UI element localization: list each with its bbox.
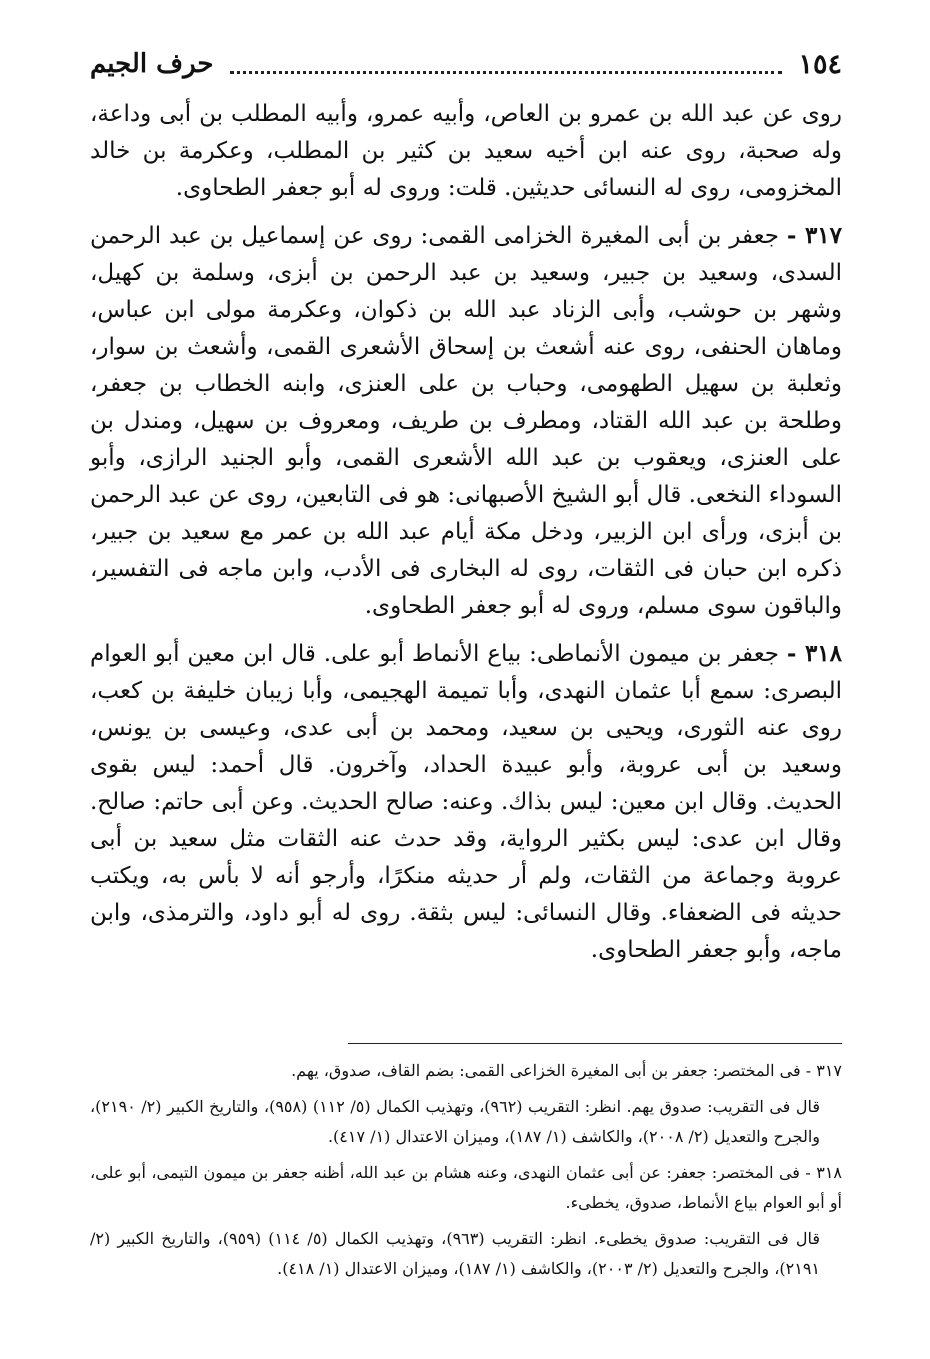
footnote-318-references: قال فى التقريب: صدوق يخطىء. انظر: التقريب (٩٦٣)، وتهذيب الكمال (٥/ ١١٤) (٩٥٩)، والتاريخ الكبير (٢/ ٢١٩١)، والجرح والتعديل (٢/ ٢٠٠٣)، والكاشف (١/ ١٨٧)، وميزان الاعتدال (١/ ٤١٨).: [90, 1229, 820, 1278]
main-text: [90, 96, 842, 979]
continuation-paragraph: روى عن عبد الله بن عمرو بن العاص، وأبيه عمرو، وأبيه المطلب بن أبى وداعة، وله صحبة، روى عنه ابن أخيه سعيد بن كثير بن المطلب، وعكرمة بن خالد المخزومى، روى له النسائى حديثين. قلت: وروى له أبو جعفر الطحاوى.: [90, 101, 842, 201]
entry-text: جعفر بن ميمون الأنماطى: بياع الأنماط أبو على. قال ابن معين أبو العوام البصرى: سمع أبا عثمان النهدى، وأبا تميمة الهجيمى، وأبا زيبان خليفة بن كعب، روى عنه الثورى، ويحيى بن سعيد، ومحمد بن أبى عدى، وعيسى بن يونس، وسعيد بن أبى عروبة، وأبو عبيدة الحداد، وآخرون. قال أحمد: ليس بقوى الحديث. وقال ابن معين: ليس بذاك. وعنه: صالح الحديث. وعن أبى حاتم: صالح. وقال ابن عدى: ليس بكثير الرواية، وقد حدث عنه الثقات مثل سعيد بن أبى عروبة وجماعة من الثقات، ولم أر حديثه منكرًا، وأرجو أنه لا بأس به، ويكتب حديثه فى الضعفاء. وقال النسائى: ليس بثقة. روى له أبو داود، والترمذى، وابن ماجه، وأبو جعفر الطحاوى.: [90, 641, 842, 963]
entry-number: ٣١٧ -: [786, 222, 842, 249]
footnote-318-summary: ٣١٨ - فى المختصر: جعفر: عن أبى عثمان النهدى، وعنه هشام بن عبد الله، أظنه جعفر بن ميمون التيمى، أبو على، أو أبو العوام بياع الأنماط، صدوق، يخطىء.: [90, 1163, 842, 1212]
dotted-leader: [230, 71, 783, 74]
entry-text: جعفر بن أبى المغيرة الخزامى القمى: روى عن إسماعيل بن عبد الرحمن السدى، وسعيد بن جبير، وسعيد بن عبد الرحمن بن أبزى، وسلمة بن كهيل، وشهر بن حوشب، وأبى الزناد عبد الله بن ذكوان، وعكرمة مولى ابن عباس، وماهان الحنفى، روى عنه أشعث بن إسحاق الأشعرى القمى، وأشعث بن سوار، وثعلبة بن سهيل الطهومى، وحباب بن على العنزى، وابنه الخطاب بن جعفر، وطلحة بن عبد الله القتاد، ومطرف بن طريف، ومعروف بن سهيل، ومندل بن على العنزى، ويعقوب بن عبد الله الأشعرى القمى، وأبو الجنيد الرازى، وأبو السوداء النخعى. قال أبو الشيخ الأصبهانى: هو فى التابعين، روى عن عبد الرحمن بن أبزى، ورأى ابن الزبير، ودخل مكة أيام عبد الله بن عمر مع سعيد بن جبير، ذكره ابن حبان فى الثقات، روى له البخارى فى الأدب، وابن ماجه فى التفسير، والباقون سوى مسلم، وروى له أبو جعفر الطحاوى.: [90, 223, 842, 619]
page-number: ١٥٤: [798, 48, 842, 80]
footnote-317-references: قال فى التقريب: صدوق يهم. انظر: التقريب (٩٦٢)، وتهذيب الكمال (٥/ ١١٢) (٩٥٨)، والتاريخ الكبير (٢/ ٢١٩٠)، والجرح والتعديل (٢/ ٢٠٠٨)، والكاشف (١/ ١٨٧)، وميزان الاعتدال (١/ ٤١٧).: [90, 1097, 820, 1146]
chapter-title: حرف الجيم: [90, 49, 214, 79]
entry-number: ٣١٨ -: [786, 640, 843, 667]
footnotes: [90, 1056, 842, 1290]
footnote-separator: [348, 1043, 842, 1044]
footnote-317-summary: ٣١٧ - فى المختصر: جعفر بن أبى المغيرة الخزاعى القمى: بضم القاف، صدوق، يهم.: [291, 1061, 842, 1080]
entry-318: [90, 635, 842, 969]
page-header: [90, 42, 842, 86]
entry-317: [90, 217, 842, 625]
